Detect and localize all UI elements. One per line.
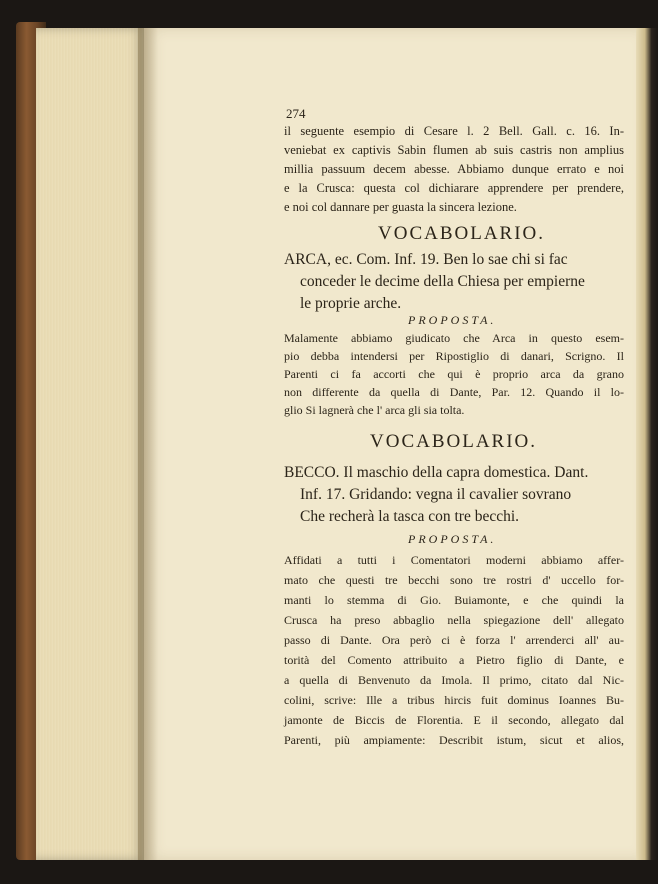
intro-line: veniebat ex captivis Sabin flumen ab suis castris non amplius [284, 143, 624, 157]
intro-line: il seguente esempio di Cesare l. 2 Bell. Gall. c. 16. In- [284, 124, 624, 138]
page-number: 274 [286, 106, 306, 121]
intro-line: e noi col dannare per guasta la sincera lezione. [284, 200, 517, 214]
entry-line: Che recherà la tasca con tre becchi. [300, 508, 520, 525]
body-line: torità del Comento attribuito a Pietro figlio di Dante, e [284, 653, 624, 667]
body-line: glio Si lagnerà che l' arca gli sia tolta. [284, 403, 465, 417]
body-line: manti lo stemma di Gio. Buiamonte, e che quindi la [284, 593, 624, 607]
body-line: non differente da quella di Dante, Par. 12. Quando il lo- [284, 385, 624, 399]
entry-line: le proprie arche. [300, 295, 402, 312]
body-line: mato che questi tre becchi sono tre rostri d' uccello for- [284, 573, 624, 587]
section-heading: VOCABOLARIO. [370, 431, 538, 452]
entry-line: conceder le decime della Chiesa per empierne [300, 273, 585, 290]
body-line: Parenti ci fa accorti che qui è proprio arca da grano [284, 367, 624, 381]
entry-line: ARCA, ec. Com. Inf. 19. Ben lo sae chi si fac [284, 251, 568, 268]
body-line: Malamente abbiamo giudicato che Arca in questo esem- [284, 331, 624, 345]
body-line: pio debba intendersi per Ripostiglio di danari, Scrigno. Il [284, 349, 624, 363]
body-line: a quella di Benvenuto da Imola. Il primo, citato dal Nic- [284, 673, 624, 687]
proposta-label: PROPOSTA. [408, 532, 497, 546]
body-line: jamonte de Biccis de Florentia. E il secondo, allegato dal [284, 713, 624, 727]
page-gutter [138, 28, 158, 860]
intro-line: e la Crusca: questa col dichiarare apprendere per prendere, [284, 181, 624, 195]
entry-line: BECCO. Il maschio della capra domestica. Dant. [284, 464, 589, 481]
page-right-edge [636, 28, 658, 860]
body-line: colini, scrive: Ille a tribus hircis fuit dominus Ioannes Bu- [284, 693, 624, 707]
body-line: Affidati a tutti i Comentatori moderni abbiamo affer- [284, 553, 624, 567]
body-line: Parenti, più ampiamente: Describit istum, sicut et alios, [284, 733, 624, 747]
section-heading: VOCABOLARIO. [378, 223, 546, 244]
entry-line: Inf. 17. Gridando: vegna il cavalier sovrano [300, 486, 572, 503]
body-line: passo di Dante. Ora però ci è forza l' arrenderci all' au- [284, 633, 624, 647]
page-stack [36, 28, 144, 860]
intro-line: millia passuum decem abesse. Abbiamo dunque errato e noi [284, 162, 624, 176]
proposta-label: PROPOSTA. [408, 313, 497, 327]
body-line: Crusca ha preso abbaglio nella spiegazione dell' allegato [284, 613, 624, 627]
